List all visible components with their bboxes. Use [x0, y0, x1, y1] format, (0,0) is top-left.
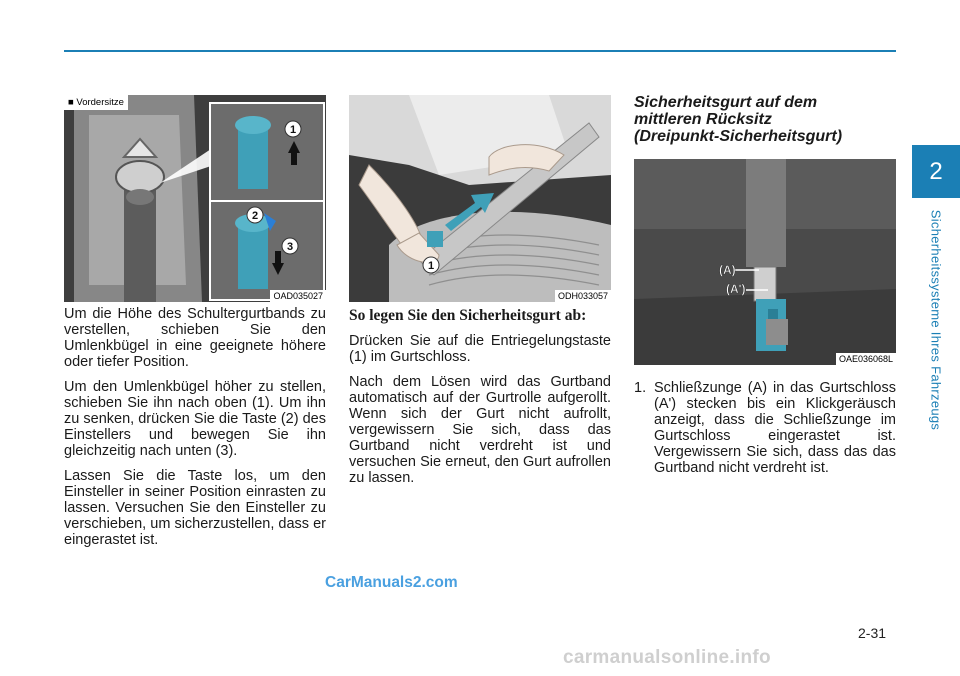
paragraph: Um den Umlenkbügel höher zu stellen, schieben Sie ihn nach oben (1). Um ihn zu senken, drücken Sie die Taste (2) des Einstellers und bewegen Sie ihn gleichzeitig nach unten (3). — [64, 379, 326, 459]
section-heading: So legen Sie den Sicherheitsgurt ab: — [349, 307, 587, 324]
figure1-marker-3: 3 — [286, 241, 294, 253]
column-rear-center-heading — [634, 94, 896, 145]
section-heading-line: mittleren Rücksitz — [634, 111, 772, 128]
column-release-belt — [349, 308, 611, 495]
figure1-code: OAD035027 — [270, 290, 326, 302]
paragraph: Nach dem Lösen wird das Gurtband automatisch auf der Gurtrolle aufgerollt. Wenn sich der Gurt nicht aufrollt, vergewissern Sie sich, dass das Gurtband nicht verdreht ist und versuchen Sie erneut, den Gurt aufrollen zu lassen. — [349, 374, 611, 486]
column-rear-center-steps — [634, 380, 896, 476]
paragraph: Lassen Sie die Taste los, um den Einsteller in seiner Position einrasten zu lassen. Versuchen Sie den Einsteller zu verschieben, um sicherzustellen, dass er eingerastet ist. — [64, 468, 326, 548]
watermark-link[interactable]: CarManuals2.com — [325, 574, 458, 591]
list-text: Schließzunge (A) in das Gurtschloss (A') stecken bis ein Klickgeräusch anzeigt, dass die Schließzunge im Gurtschloss eingerastet ist. Vergewissern Sie sich, dass das das Gurtband nicht verdreht ist. — [654, 380, 896, 476]
chapter-tab[interactable]: 2 — [912, 145, 960, 198]
figure2-marker-1: 1 — [427, 260, 435, 272]
paragraph: Drücken Sie auf die Entriegelungstaste (1) im Gurtschloss. — [349, 333, 611, 365]
footer-watermark: carmanualsonline.info — [563, 647, 771, 668]
figure-buckle-release — [349, 95, 611, 302]
column-adjust-height — [64, 306, 326, 557]
figure-buckle-release-illustration — [349, 95, 611, 302]
header-rule — [64, 50, 896, 52]
figure1-marker-2: 2 — [251, 210, 259, 222]
figure-shoulder-anchor-illustration — [64, 95, 326, 302]
figure-rear-center-belt — [634, 159, 896, 365]
figure3-code: OAE036068L — [836, 353, 896, 365]
list-number: 1. — [634, 380, 647, 396]
figure1-caption: ■ Vordersitze — [64, 95, 128, 110]
page-number: 2-31 — [858, 625, 887, 641]
figure-rear-center-belt-illustration — [634, 159, 896, 365]
figure1-marker-1: 1 — [289, 124, 297, 136]
figure2-code: ODH033057 — [555, 290, 611, 302]
section-heading-line: Sicherheitsgurt auf dem — [634, 94, 818, 111]
chapter-title-vertical: Sicherheitssysteme Ihres Fahrzeugs — [928, 209, 944, 431]
list-item — [634, 380, 896, 476]
section-heading-line: (Dreipunkt-Sicherheitsgurt) — [634, 128, 843, 145]
paragraph: Um die Höhe des Schultergurtbands zu verstellen, schieben Sie den Umlenkbügel in eine geeignete höhere oder tiefer Position. — [64, 306, 326, 370]
figure-shoulder-anchor — [64, 95, 326, 302]
figure3-label-a-prime: (A') — [726, 282, 746, 296]
figure3-label-a: (A) — [719, 263, 736, 277]
